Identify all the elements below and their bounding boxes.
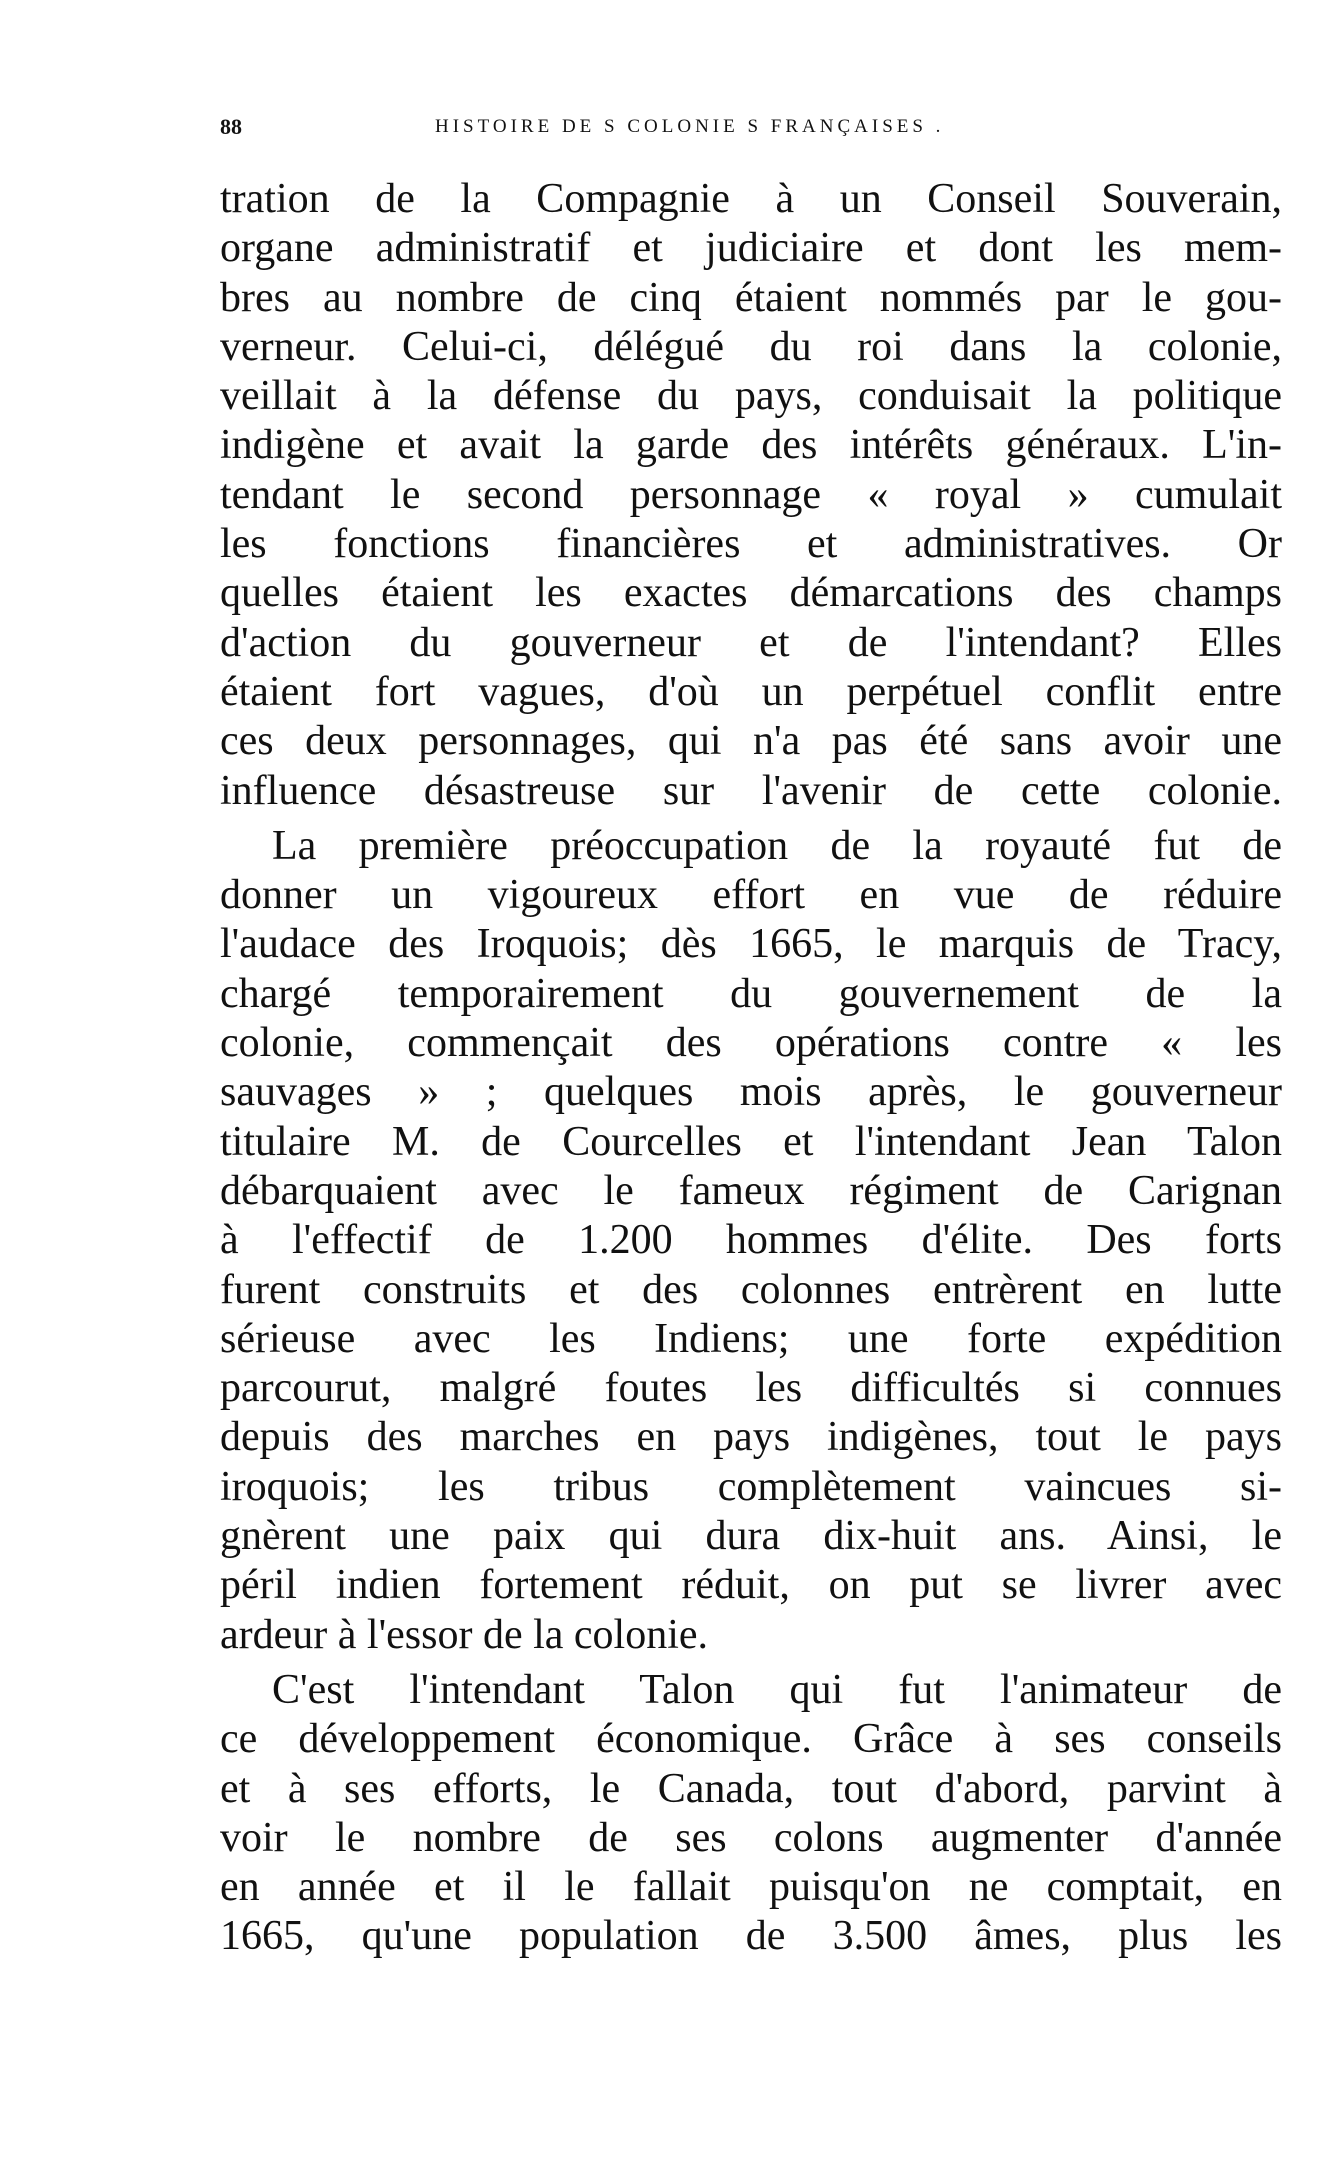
- text-line: d'action du gouverneur et de l'intendant? Elles: [220, 619, 1282, 666]
- text-line: tration de la Compagnie à un Conseil Souverain,: [220, 176, 1282, 222]
- paragraph-3: [220, 1666, 1282, 1962]
- text-line: bres au nombre de cinq étaient nommés par le gou-: [220, 274, 1282, 321]
- text-line: organe administratif et judiciaire et dont les mem-: [220, 225, 1282, 272]
- text-line: ardeur à l'essor de la colonie.: [220, 1611, 709, 1658]
- text-line: à l'effectif de 1.200 hommes d'élite. Des forts: [220, 1217, 1282, 1264]
- text-line: indigène et avait la garde des intérêts généraux. L'in-: [220, 422, 1282, 469]
- text-line: 1665, qu'une population de 3.500 âmes, plus les: [220, 1913, 1282, 1960]
- text-line: péril indien fortement réduit, on put se livrer avec: [220, 1562, 1282, 1609]
- text-line: en année et il le fallait puisqu'on ne comptait, en: [220, 1864, 1282, 1911]
- text-line: C'est l'intendant Talon qui fut l'animateur de: [272, 1666, 1282, 1713]
- text-line: les fonctions financières et administratives. Or: [220, 521, 1282, 568]
- text-line: colonie, commençait des opérations contre « les: [220, 1020, 1282, 1067]
- text-line: influence désastreuse sur l'avenir de cette colonie.: [220, 767, 1282, 814]
- paragraph-2: [220, 822, 1282, 1660]
- text-line: ce développement économique. Grâce à ses conseils: [220, 1716, 1282, 1763]
- body-text: [220, 175, 1282, 1962]
- text-line: verneur. Celui-ci, délégué du roi dans la colonie,: [220, 323, 1282, 370]
- text-line: quelles étaient les exactes démarcations des champs: [220, 570, 1282, 617]
- text-line: titulaire M. de Courcelles et l'intendant Jean Talon: [220, 1118, 1282, 1165]
- text-line: débarquaient avec le fameux régiment de Carignan: [220, 1167, 1282, 1214]
- paragraph-1: [220, 175, 1282, 816]
- text-line: sauvages » ; quelques mois après, le gouverneur: [220, 1069, 1282, 1116]
- text-line: étaient fort vagues, d'où un perpétuel conflit entre: [220, 668, 1282, 715]
- running-title: HISTOIRE DE S COLONIE S FRANÇAISES .: [435, 116, 945, 137]
- page-number: 88: [220, 114, 242, 139]
- text-line: furent construits et des colonnes entrèrent en lutte: [220, 1266, 1282, 1313]
- text-line: parcourut, malgré foutes les difficultés si connues: [220, 1365, 1282, 1412]
- text-line: veillait à la défense du pays, conduisait la politique: [220, 373, 1282, 420]
- text-line: sérieuse avec les Indiens; une forte expédition: [220, 1315, 1282, 1362]
- text-line: iroquois; les tribus complètement vaincues si-: [220, 1463, 1282, 1510]
- text-line: ces deux personnages, qui n'a pas été sans avoir une: [220, 718, 1282, 765]
- text-line: l'audace des Iroquois; dès 1665, le marquis de Tracy,: [220, 921, 1282, 968]
- text-line: chargé temporairement du gouvernement de la: [220, 970, 1282, 1017]
- text-line: donner un vigoureux effort en vue de réduire: [220, 872, 1282, 919]
- text-line: tendant le second personnage « royal » cumulait: [220, 471, 1282, 518]
- running-head: [220, 112, 1070, 142]
- text-line: depuis des marches en pays indigènes, tout le pays: [220, 1414, 1282, 1461]
- text-line: et à ses efforts, le Canada, tout d'abord, parvint à: [220, 1765, 1282, 1812]
- text-line: voir le nombre de ses colons augmenter d'année: [220, 1814, 1282, 1861]
- text-line: gnèrent une paix qui dura dix-huit ans. Ainsi, le: [220, 1513, 1282, 1560]
- text-line: La première préoccupation de la royauté fut de: [272, 822, 1282, 869]
